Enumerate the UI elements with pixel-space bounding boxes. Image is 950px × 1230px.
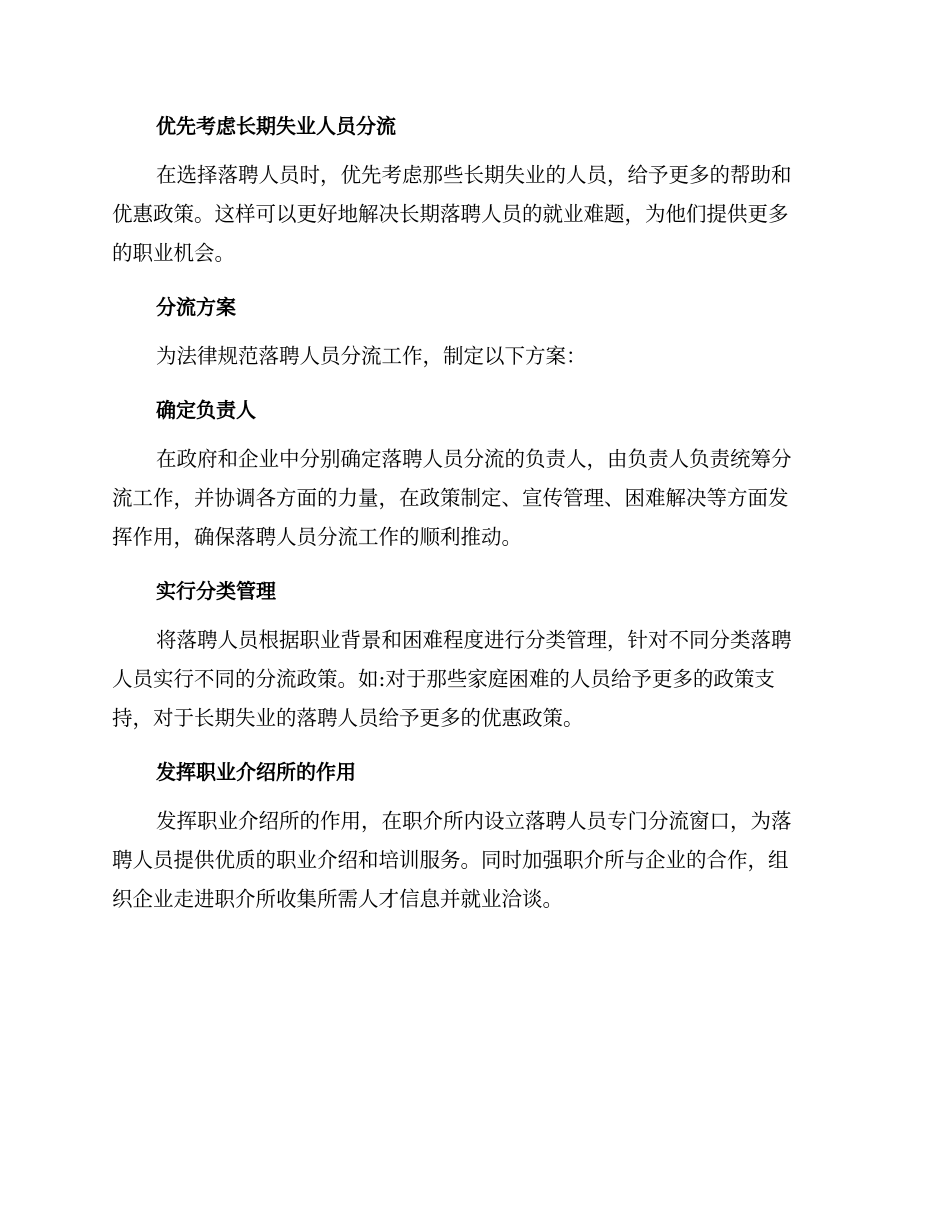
paragraph-line: 在政府和企业中分别确定落聘人员分流的负责人，由负责人负责统筹分 bbox=[156, 447, 792, 471]
paragraph-line: 流工作，并协调各方面的力量，在政策制定、宣传管理、困难解决等方面发 bbox=[112, 486, 789, 510]
section-paragraph bbox=[112, 337, 830, 376]
section-paragraph bbox=[112, 621, 830, 738]
section-paragraph bbox=[112, 440, 830, 557]
section-plan bbox=[112, 289, 830, 376]
section-classified-management bbox=[112, 573, 830, 738]
section-heading: 确定负责人 bbox=[156, 398, 256, 422]
section-paragraph bbox=[112, 156, 830, 273]
paragraph-line: 为法律规范落聘人员分流工作，制定以下方案： bbox=[156, 344, 587, 368]
paragraph-line: 优惠政策。这样可以更好地解决长期落聘人员的就业难题，为他们提供更多 bbox=[112, 202, 789, 226]
paragraph-line: 聘人员提供优质的职业介绍和培训服务。同时加强职介所与企业的合作，组 bbox=[112, 848, 789, 872]
section-long-term-unemployed bbox=[112, 108, 830, 273]
section-paragraph bbox=[112, 802, 830, 919]
section-heading: 实行分类管理 bbox=[156, 579, 276, 603]
section-heading: 分流方案 bbox=[156, 295, 236, 319]
paragraph-line: 持，对于长期失业的落聘人员给予更多的优惠政策。 bbox=[112, 706, 584, 730]
paragraph-line: 将落聘人员根据职业背景和困难程度进行分类管理，针对不同分类落聘 bbox=[156, 628, 792, 652]
paragraph-line: 的职业机会。 bbox=[112, 241, 235, 265]
section-employment-agency bbox=[112, 754, 830, 919]
paragraph-line: 人员实行不同的分流政策。如:对于那些家庭困难的人员给予更多的政策支 bbox=[112, 667, 775, 691]
section-heading: 发挥职业介绍所的作用 bbox=[156, 760, 356, 784]
paragraph-line: 挥作用，确保落聘人员分流工作的顺利推动。 bbox=[112, 525, 522, 549]
paragraph-line: 织企业走进职介所收集所需人才信息并就业洽谈。 bbox=[112, 887, 563, 911]
document-page bbox=[112, 108, 830, 935]
paragraph-line: 发挥职业介绍所的作用，在职介所内设立落聘人员专门分流窗口，为落 bbox=[156, 809, 792, 833]
paragraph-line: 在选择落聘人员时，优先考虑那些长期失业的人员，给予更多的帮助和 bbox=[156, 163, 792, 187]
section-responsible-person bbox=[112, 392, 830, 557]
section-heading: 优先考虑长期失业人员分流 bbox=[156, 114, 396, 138]
